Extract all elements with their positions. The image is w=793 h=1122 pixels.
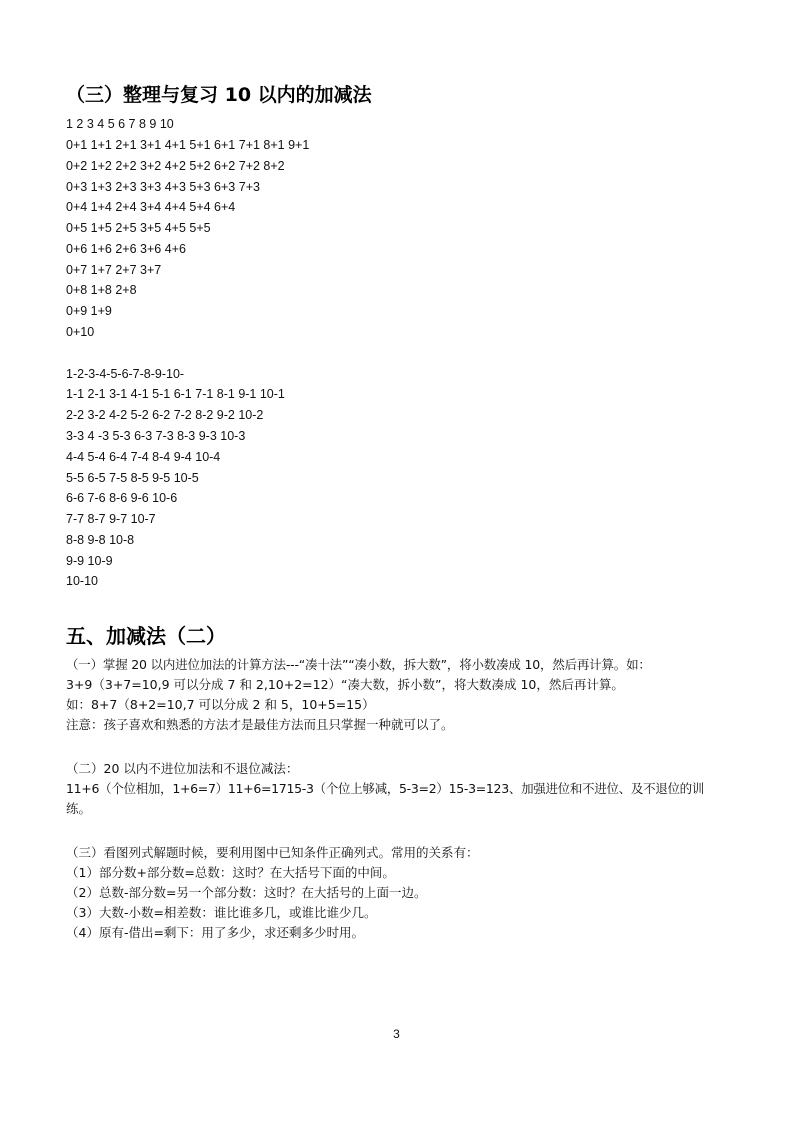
subtraction-line: 2-2 3-2 4-2 5-2 6-2 7-2 8-2 9-2 10-2 [66,408,264,422]
subtraction-line: 3-3 4 -3 5-3 6-3 7-3 8-3 9-3 10-3 [66,429,246,443]
paragraph-line: （三）看图列式解题时候，要利用图中已知条件正确列式。常用的关系有： [66,845,479,860]
subtraction-line: 7-7 8-7 9-7 10-7 [66,512,156,526]
relation-item: （2）总数-部分数=另一个部分数：这时？在大括号的上面一边。 [66,885,427,900]
addition-line: 0+9 1+9 [66,304,112,318]
paragraph-no-carry [66,759,730,819]
addition-line: 0+6 1+6 2+6 3+6 4+6 [66,242,186,256]
subtraction-line: 10-10 [66,574,98,588]
paragraph-line: 11+6（个位相加，1+6=7）11+6=1715-3（个位上够减，5-3=2）15-3=123、加强进位和不进位、及不退位的训 [66,781,705,796]
paragraph-carry-addition [66,655,730,735]
subtraction-line: 5-5 6-5 7-5 8-5 9-5 10-5 [66,471,199,485]
paragraph-line: （二）20 以内不进位加法和不退位减法： [66,761,299,776]
addition-line: 0+3 1+3 2+3 3+3 4+3 5+3 6+3 7+3 [66,180,260,194]
subtraction-line: 6-6 7-6 8-6 9-6 10-6 [66,491,178,505]
addition-line: 0+8 1+8 2+8 [66,283,137,297]
subtraction-line: 1-2-3-4-5-6-7-8-9-10- [66,367,185,381]
section3-title: （三）整理与复习 10 以内的加减法 [66,84,372,106]
section5-title: 五、加减法（二） [66,624,226,648]
addition-line: 0+5 1+5 2+5 3+5 4+5 5+5 [66,221,211,235]
addition-line: 0+2 1+2 2+2 3+2 4+2 5+2 6+2 7+2 8+2 [66,159,285,173]
relation-item: （3）大数-小数=相差数：谁比谁多几，或谁比谁少几。 [66,905,377,920]
paragraph-line: （一）掌握 20 以内进位加法的计算方法---“凑十法”“凑小数，拆大数”，将小数凑成 10，然后再计算。如： [66,657,651,672]
page-number: 3 [393,1027,400,1041]
paragraph-line: 注意：孩子喜欢和熟悉的方法才是最佳方法而且只掌握一种就可以了。 [66,717,454,732]
subtraction-line: 8-8 9-8 10-8 [66,533,135,547]
relation-item: （1）部分数+部分数=总数：这时？在大括号下面的中间。 [66,865,395,880]
paragraph-line: 3+9（3+7=10,9 可以分成 7 和 2,10+2=12）“凑大数，拆小数”，将大数凑成 10，然后再计算。 [66,677,624,692]
paragraph-line: 如：8+7（8+2=10,7 可以分成 2 和 5，10+5=15） [66,697,375,712]
addition-line: 1 2 3 4 5 6 7 8 9 10 [66,117,174,131]
addition-line: 0+1 1+1 2+1 3+1 4+1 5+1 6+1 7+1 8+1 9+1 [66,138,310,152]
relation-item: （4）原有-借出=剩下：用了多少，求还剩多少时用。 [66,925,364,940]
addition-line: 0+4 1+4 2+4 3+4 4+4 5+4 6+4 [66,200,236,214]
paragraph-picture-problems [66,843,730,943]
subtraction-line: 9-9 10-9 [66,554,113,568]
subtraction-line: 1-1 2-1 3-1 4-1 5-1 6-1 7-1 8-1 9-1 10-1 [66,387,285,401]
addition-line: 0+10 [66,325,95,339]
subtraction-line: 4-4 5-4 6-4 7-4 8-4 9-4 10-4 [66,450,221,464]
paragraph-line: 练。 [66,801,92,816]
addition-line: 0+7 1+7 2+7 3+7 [66,263,162,277]
